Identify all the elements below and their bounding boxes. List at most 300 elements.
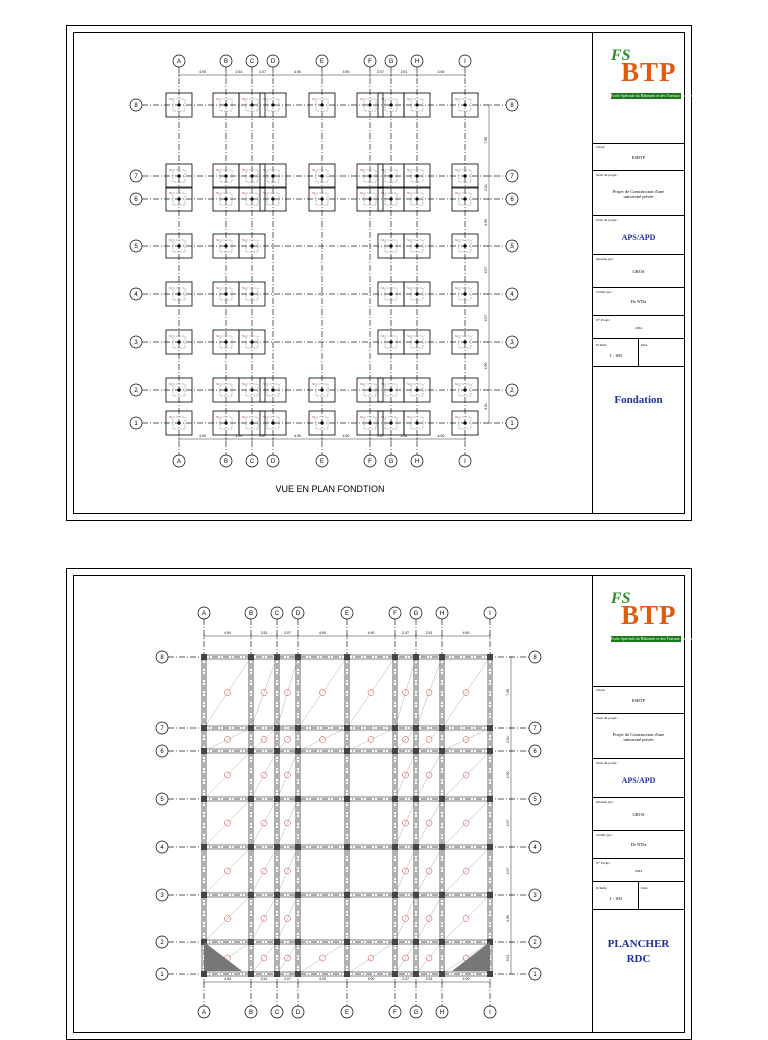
footing-tag: S1 — [169, 191, 173, 195]
grid-label-top-B: B — [248, 611, 254, 617]
logo-btp: BTP — [621, 600, 677, 630]
column-point — [271, 103, 274, 106]
footing-tag: S1 — [263, 168, 267, 172]
column-section — [248, 654, 254, 660]
scale-date-cell — [593, 882, 684, 910]
slab-span-line — [251, 895, 277, 942]
slab-span-line — [277, 799, 298, 847]
grid-label-left-5: 5 — [134, 244, 138, 250]
footing-tag: S1 — [242, 97, 246, 101]
phase-value: APS/APD — [621, 776, 656, 785]
slab-span-line — [442, 847, 490, 895]
column-point — [271, 197, 274, 200]
title-block — [592, 576, 693, 1032]
footing-tag: S1 — [407, 97, 411, 101]
column-point — [389, 197, 392, 200]
slab-span-line — [251, 728, 277, 751]
client-cell — [593, 686, 684, 714]
footing-tag: S1 — [455, 191, 459, 195]
dimension-value: 2.07 — [284, 631, 291, 635]
slab-span-line — [204, 895, 251, 942]
column-section — [487, 725, 493, 731]
column-point — [177, 340, 180, 343]
column-section — [439, 971, 445, 977]
dimension-value: 4.07 — [484, 314, 488, 322]
footing-tag: S1 — [360, 191, 364, 195]
column-section — [274, 892, 280, 898]
column-section — [413, 892, 419, 898]
drawing-sheet-floor — [66, 568, 692, 1040]
footing-tag: S1 — [169, 97, 173, 101]
column-section — [392, 844, 398, 850]
number-cell — [593, 859, 684, 882]
grid-label-left-7: 7 — [160, 726, 164, 732]
slab-span-line — [277, 895, 298, 942]
column-section — [344, 892, 350, 898]
footing-tag: S1 — [312, 382, 316, 386]
grid-label-bottom-B: B — [223, 459, 229, 465]
footing-tag: S1 — [407, 415, 411, 419]
grid-label-right-8: 8 — [533, 655, 537, 661]
dimension-value: 4.90 — [319, 631, 326, 635]
drawn-label: Dessiné par : — [596, 800, 615, 804]
project-label: Nom du projet : — [596, 716, 619, 720]
dimension-value: 4.90 — [224, 977, 231, 981]
slab-span-line — [204, 657, 251, 728]
footing-tag: S1 — [455, 334, 459, 338]
checked-value: De N'Da — [630, 842, 647, 847]
grid-label-bottom-E: E — [319, 459, 325, 465]
footing-tag: S1 — [312, 191, 316, 195]
grid-label-right-1: 1 — [533, 972, 537, 978]
slab-span-line — [204, 847, 251, 895]
column-point — [320, 174, 323, 177]
dimension-value: 4.07 — [484, 266, 488, 274]
dimension-value: 2.07 — [402, 977, 409, 981]
column-point — [250, 388, 253, 391]
footing-tag: S1 — [263, 382, 267, 386]
column-section — [413, 971, 419, 977]
slab-span-line — [442, 751, 490, 799]
client-label: Client — [596, 145, 605, 149]
grid-label-right-4: 4 — [533, 845, 537, 851]
dimension-value: 2.07 — [259, 70, 266, 74]
number-label: N° Projet : — [596, 861, 612, 865]
grid-label-left-2: 2 — [134, 388, 138, 394]
footing-tag: S1 — [455, 168, 459, 172]
number-cell — [593, 316, 684, 339]
grid-label-top-F: F — [393, 611, 397, 617]
column-section — [392, 748, 398, 754]
dimension-value: 4.90 — [484, 219, 488, 226]
slab-span-line — [277, 847, 298, 895]
column-section — [274, 939, 280, 945]
column-section — [248, 939, 254, 945]
column-section — [295, 892, 301, 898]
company-logo — [593, 33, 693, 144]
phase-cell — [593, 216, 684, 255]
slab-span-line — [395, 895, 416, 942]
scale-date-cell — [593, 339, 684, 367]
footing-tag: S1 — [360, 382, 364, 386]
slab-span-line — [277, 728, 298, 751]
dimension-value: 2.07 — [259, 434, 266, 438]
column-point — [177, 421, 180, 424]
slab-span-line — [395, 847, 416, 895]
column-section — [344, 971, 350, 977]
column-point — [368, 197, 371, 200]
drawn-cell — [593, 255, 684, 288]
column-section — [274, 654, 280, 660]
logo-tagline: Ecole Spéciale du Bâtiment et des Travaux Publics — [611, 636, 693, 641]
phase-label: Nom du projet : — [596, 218, 619, 222]
grid-label-top-D: D — [270, 59, 276, 65]
drawn-cell — [593, 798, 684, 831]
slab-span-line — [251, 942, 277, 974]
column-section — [295, 748, 301, 754]
dimension-value: 4.07 — [506, 819, 510, 827]
grid-label-right-7: 7 — [533, 726, 537, 732]
foundation-plan-drawing — [74, 33, 586, 513]
slab-span-line — [395, 751, 416, 799]
grid-label-bottom-A: A — [176, 459, 182, 465]
column-point — [389, 292, 392, 295]
column-point — [250, 197, 253, 200]
footing-tag: S1 — [216, 238, 220, 242]
grid-label-top-H: H — [439, 611, 445, 617]
grid-label-bottom-A: A — [201, 1010, 207, 1016]
footing-tag: S1 — [381, 382, 385, 386]
footing-tag: S1 — [216, 191, 220, 195]
grid-label-left-1: 1 — [134, 421, 138, 427]
column-section — [392, 725, 398, 731]
column-point — [177, 197, 180, 200]
slab-span-line — [298, 728, 347, 751]
client-label: Client — [596, 688, 605, 692]
column-point — [463, 421, 466, 424]
slab-span-line — [442, 799, 490, 847]
grid-label-left-4: 4 — [134, 292, 138, 298]
dimension-value: 2.51 — [235, 434, 243, 438]
logo-fs: FS — [611, 47, 631, 64]
footing-tag: S1 — [381, 334, 385, 338]
column-section — [344, 654, 350, 660]
phase-cell — [593, 759, 684, 798]
column-point — [177, 244, 180, 247]
column-section — [392, 654, 398, 660]
column-section — [248, 796, 254, 802]
client-cell — [593, 143, 684, 171]
column-section — [201, 892, 207, 898]
column-point — [224, 388, 227, 391]
grid-label-top-C: C — [274, 611, 280, 617]
dimension-value: 2.51 — [235, 70, 243, 74]
drawn-value: GROS — [632, 269, 645, 274]
slab-span-line — [204, 728, 251, 751]
dimension-value: 7.98 — [484, 137, 488, 144]
column-section — [295, 971, 301, 977]
dimension-value: 4.90 — [367, 977, 375, 981]
grid-label-bottom-H: H — [414, 459, 420, 465]
drawing-sheet-foundation — [66, 25, 692, 521]
dimension-value: 4.90 — [342, 434, 350, 438]
grid-label-bottom-I: I — [464, 459, 466, 465]
slab-span-line — [277, 657, 298, 728]
floor-plan-drawing — [74, 576, 586, 1036]
footing-tag: S1 — [216, 415, 220, 419]
logo-btp: BTP — [621, 57, 677, 87]
grid-label-left-2: 2 — [160, 940, 164, 946]
footing-tag: S1 — [216, 382, 220, 386]
grid-label-left-1: 1 — [160, 972, 164, 978]
date-label: Date — [641, 886, 648, 890]
column-point — [463, 340, 466, 343]
grid-label-right-5: 5 — [510, 244, 514, 250]
grid-label-right-1: 1 — [510, 421, 514, 427]
slab-span-line — [251, 657, 277, 728]
column-point — [250, 292, 253, 295]
column-section — [201, 844, 207, 850]
column-point — [415, 244, 418, 247]
slab-span-line — [416, 847, 442, 895]
dimension-value: 2.07 — [284, 977, 291, 981]
footing-tag: S1 — [381, 286, 385, 290]
sheet-frame — [73, 32, 693, 514]
column-section — [344, 796, 350, 802]
dimension-value: 4.07 — [506, 867, 510, 875]
grid-label-top-D: D — [295, 611, 301, 617]
stair-hatch-right — [452, 942, 490, 971]
column-point — [250, 421, 253, 424]
dimension-value: 4.90 — [437, 434, 445, 438]
slab-span-line — [347, 728, 395, 751]
footing-tag: S1 — [381, 191, 385, 195]
dimension-value: 2.51 — [260, 977, 268, 981]
footing-tag: S1 — [216, 286, 220, 290]
scale-value: 1 : 100 — [609, 896, 622, 901]
scale-cell — [593, 882, 639, 909]
column-section — [274, 844, 280, 850]
drawing-title-line2: RDC — [626, 953, 651, 965]
checked-value: De N'Da — [630, 299, 647, 304]
column-section — [344, 748, 350, 754]
footing-tag: S1 — [312, 97, 316, 101]
column-point — [177, 103, 180, 106]
date-label: Date — [641, 343, 648, 347]
column-section — [248, 892, 254, 898]
slab-span-line — [204, 751, 251, 799]
slab-span-line — [204, 799, 251, 847]
column-section — [413, 748, 419, 754]
column-section — [392, 939, 398, 945]
grid-label-top-F: F — [368, 59, 372, 65]
column-section — [274, 796, 280, 802]
dimension-value: 3.51 — [506, 954, 510, 962]
column-point — [320, 421, 323, 424]
column-point — [177, 174, 180, 177]
column-point — [250, 174, 253, 177]
slab-span-line — [416, 942, 442, 974]
column-point — [415, 388, 418, 391]
footing-tag: S1 — [312, 168, 316, 172]
column-section — [487, 796, 493, 802]
grid-label-top-A: A — [201, 611, 207, 617]
phase-value: APS/APD — [621, 233, 656, 242]
footing-tag: S1 — [407, 191, 411, 195]
footing-tag: S1 — [407, 168, 411, 172]
project-value: Projet de Construction d'une université privée — [612, 732, 665, 742]
footing-tag: S1 — [381, 97, 385, 101]
grid-label-right-3: 3 — [533, 893, 537, 899]
footing-tag: S1 — [455, 238, 459, 242]
column-section — [344, 725, 350, 731]
dimension-value: 4.90 — [437, 70, 445, 74]
slab-span-line — [416, 657, 442, 728]
footing-tag: S1 — [407, 382, 411, 386]
column-point — [415, 174, 418, 177]
column-section — [439, 844, 445, 850]
column-section — [344, 939, 350, 945]
column-section — [439, 796, 445, 802]
column-point — [389, 103, 392, 106]
column-section — [201, 971, 207, 977]
grid-label-bottom-E: E — [344, 1010, 350, 1016]
footing-tag: S1 — [242, 415, 246, 419]
dimension-value: 4.90 — [199, 434, 206, 438]
grid-label-bottom-G: G — [388, 459, 394, 465]
column-point — [389, 174, 392, 177]
dimension-value: 4.90 — [342, 70, 350, 74]
grid-label-bottom-D: D — [270, 459, 276, 465]
footing-tag: S1 — [242, 286, 246, 290]
column-section — [248, 725, 254, 731]
footing-tag: S1 — [169, 168, 173, 172]
project-cell — [593, 171, 684, 216]
dimension-value: 4.90 — [462, 631, 470, 635]
slab-span-line — [277, 751, 298, 799]
grid-label-top-B: B — [223, 59, 229, 65]
grid-label-right-6: 6 — [533, 749, 537, 755]
grid-label-left-6: 6 — [134, 197, 138, 203]
dimension-value: 4.90 — [319, 977, 326, 981]
column-point — [271, 421, 274, 424]
grid-label-top-G: G — [388, 59, 394, 65]
footing-tag: S1 — [169, 334, 173, 338]
slab-span-line — [442, 657, 490, 728]
footing-tag: S1 — [381, 415, 385, 419]
number-value: 2024 — [635, 326, 642, 330]
column-point — [368, 174, 371, 177]
footing-tag: S1 — [381, 238, 385, 242]
grid-label-right-4: 4 — [510, 292, 514, 298]
grid-label-bottom-B: B — [248, 1010, 254, 1016]
column-section — [274, 725, 280, 731]
footing-tag: S1 — [360, 415, 364, 419]
dimension-value: 4.90 — [294, 434, 301, 438]
column-section — [413, 654, 419, 660]
dimension-value: 7.98 — [506, 689, 510, 696]
slab-span-line — [347, 942, 395, 974]
grid-label-top-C: C — [249, 59, 255, 65]
project-value: Projet de Construction d'une université privée — [612, 189, 665, 199]
footing-tag: S1 — [216, 334, 220, 338]
slab-span-line — [251, 847, 277, 895]
column-section — [439, 654, 445, 660]
footing-tag: S1 — [242, 238, 246, 242]
column-section — [248, 971, 254, 977]
column-section — [295, 939, 301, 945]
dimension-value: 2.51 — [260, 631, 268, 635]
slab-span-line — [416, 895, 442, 942]
dimension-value: 2.07 — [377, 70, 384, 74]
column-section — [487, 654, 493, 660]
grid-label-left-6: 6 — [160, 749, 164, 755]
column-point — [224, 340, 227, 343]
checked-label: Vérifié par : — [596, 290, 614, 294]
column-point — [415, 421, 418, 424]
grid-label-bottom-H: H — [439, 1010, 445, 1016]
title-block — [592, 33, 693, 513]
grid-label-right-2: 2 — [510, 388, 514, 394]
column-point — [415, 292, 418, 295]
dimension-value: 4.90 — [506, 771, 510, 779]
grid-label-top-I: I — [489, 611, 491, 617]
column-section — [413, 796, 419, 802]
footing-tag: S1 — [263, 97, 267, 101]
footing-tag: S1 — [169, 382, 173, 386]
grid-label-bottom-F: F — [393, 1010, 397, 1016]
column-point — [463, 197, 466, 200]
client-value: ESBTP — [631, 698, 646, 703]
column-point — [368, 388, 371, 391]
footing-tag: S1 — [455, 415, 459, 419]
plan-caption: VUE EN PLAN FONDTION — [275, 484, 385, 494]
column-point — [320, 197, 323, 200]
column-point — [271, 388, 274, 391]
drawn-value: GROS — [632, 812, 645, 817]
column-point — [415, 197, 418, 200]
grid-label-bottom-C: C — [249, 459, 255, 465]
slab-span-line — [395, 799, 416, 847]
column-section — [295, 654, 301, 660]
footing-tag: S1 — [360, 97, 364, 101]
column-section — [274, 748, 280, 754]
column-point — [177, 292, 180, 295]
column-point — [389, 340, 392, 343]
footing-tag: S1 — [407, 286, 411, 290]
slab-span-line — [395, 728, 416, 751]
grid-label-left-8: 8 — [134, 103, 138, 109]
grid-label-left-3: 3 — [160, 893, 164, 899]
dimension-value: 2.51 — [506, 736, 510, 743]
column-point — [389, 421, 392, 424]
grid-label-right-3: 3 — [510, 340, 514, 346]
grid-label-right-6: 6 — [510, 197, 514, 203]
column-section — [392, 796, 398, 802]
column-section — [413, 725, 419, 731]
dimension-value: 2.51 — [400, 434, 408, 438]
grid-label-left-7: 7 — [134, 174, 138, 180]
slab-span-line — [251, 751, 277, 799]
grid-label-right-2: 2 — [533, 940, 537, 946]
dimension-value: 4.90 — [294, 70, 301, 74]
footing-tag: S1 — [455, 97, 459, 101]
grid-label-left-4: 4 — [160, 845, 164, 851]
grid-label-top-E: E — [344, 611, 350, 617]
dimension-value: 4.90 — [367, 631, 375, 635]
column-point — [368, 421, 371, 424]
column-section — [439, 748, 445, 754]
